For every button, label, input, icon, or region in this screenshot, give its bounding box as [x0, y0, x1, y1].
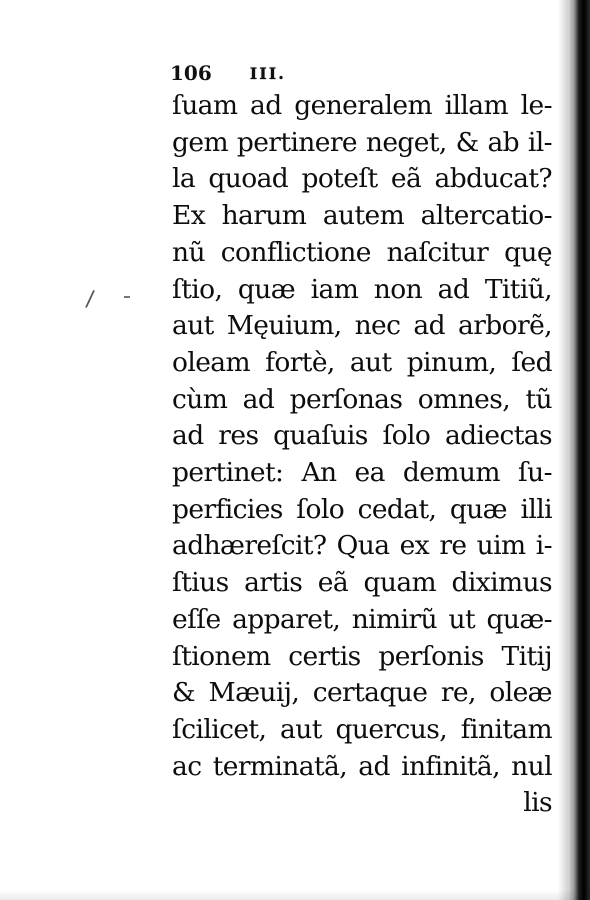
- text-line: ſuam ad generalem illam le-: [172, 90, 552, 121]
- text-line: & Mæuij, certaque re, oleæ: [172, 677, 552, 709]
- text-line: aut Męuium, nec ad arborẽ,: [172, 310, 552, 342]
- page-header: [170, 58, 286, 88]
- text-line: ſtionem certis perſonis Titij: [172, 640, 552, 672]
- catchword: lis: [523, 787, 552, 819]
- text-line: la quoad poteſt eã abducat?: [172, 163, 552, 195]
- text-line: oleam fortè, aut pinum, ſed: [172, 346, 552, 378]
- text-line: ad res quaſuis ſolo adiectas: [172, 420, 552, 452]
- text-line: Ex harum autem altercatio-: [172, 200, 552, 232]
- text-line: eſſe apparet, nimirũ ut quæ-: [172, 603, 552, 635]
- text-line: gem pertinere neget, & ab il-: [172, 126, 552, 158]
- running-head: III.: [249, 63, 286, 83]
- page-binding-edge: [568, 0, 590, 900]
- page-number: 106: [170, 61, 212, 85]
- text-line: nũ conflictione naſcitur quę: [172, 236, 552, 268]
- margin-dash-mark: [124, 296, 130, 298]
- page-top-edge: [0, 0, 590, 14]
- text-line: ſtio, quæ iam non ad Titiũ,: [172, 273, 552, 305]
- text-line: ſcilicet, aut quercus, finitam: [172, 713, 552, 745]
- page-gutter-shadow: [558, 0, 568, 900]
- page-bottom-edge: [0, 890, 590, 900]
- text-line: ſtius artis eã quam diximus: [172, 567, 552, 599]
- text-line: perficies ſolo cedat, quæ illi: [172, 493, 552, 525]
- text-line: ac terminatã, ad infinitã, nul: [172, 750, 552, 782]
- text-line: pertinet: An ea demum ſu-: [172, 457, 552, 489]
- body-text: [172, 88, 552, 822]
- text-line: adhæreſcit? Qua ex re uim i-: [172, 530, 552, 562]
- text-line: cùm ad perſonas omnes, tũ: [172, 383, 552, 415]
- margin-pen-mark: /: [84, 286, 96, 313]
